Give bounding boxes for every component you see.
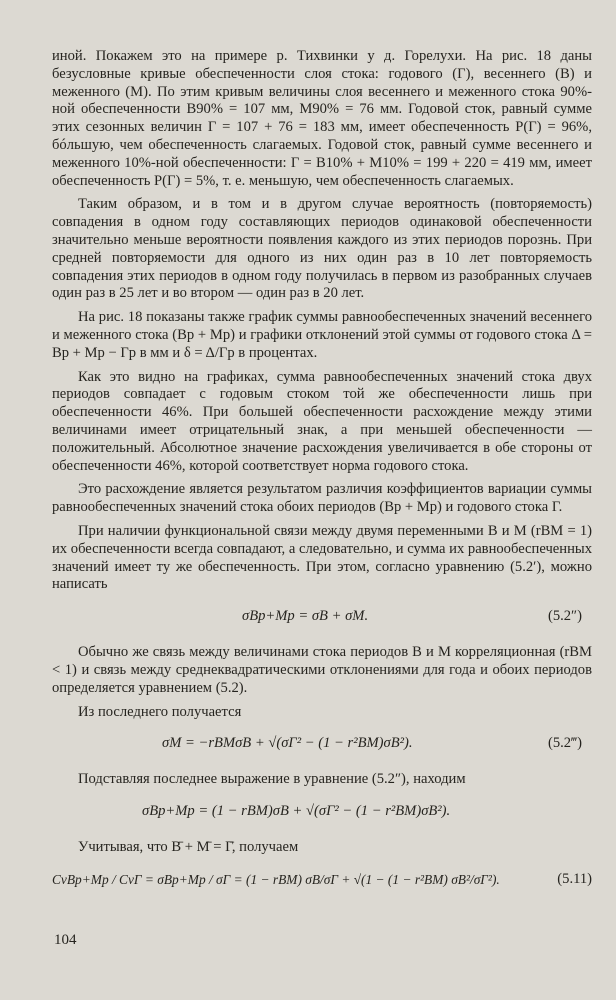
- formula-expression: σВp+Мp = σВ + σМ.: [242, 608, 369, 625]
- formula-expression: CvВp+Мp / CvГ = σВp+Мp / σГ = (1 − rВМ) σВ/σГ + √(1 − (1 − r²ВМ) σВ²/σГ²).: [52, 871, 500, 887]
- paragraph-7: Обычно же связь между величинами стока периодов В и М корреляционная (rВМ < 1) и связь между среднеквадратическими отклонениями для года и обоих периодов определяется уравнением (5.2).: [52, 644, 592, 696]
- paragraph-8: Из последнего получается: [78, 703, 242, 720]
- paragraph-5: Это расхождение является результатом различия коэффициентов вариации суммы равнообеспеченных значений стока обоих периодов (Вp + Мp) и годового стока Г.: [52, 481, 592, 516]
- formula-number: (5.2″): [547, 608, 582, 625]
- page-text: [52, 48, 592, 919]
- paragraph-3: На рис. 18 показаны также график суммы равнообеспеченных значений весеннего и меженного стока (Вp + Мp) и графики отклонений этой суммы от годового стока Δ = Вp + Мp − Гp в мм и δ = Δ/Гp в процентах.: [52, 309, 592, 361]
- formula-number: (5.2‴): [547, 735, 582, 752]
- formula-5-2-double-prime: [52, 602, 592, 634]
- formula-5-2-triple-prime: [52, 729, 592, 761]
- paragraph-10: Учитывая, что В̄ + М̄ = Г̄, получаем: [78, 839, 299, 856]
- paragraph-2: Таким образом, и в том и в другом случае вероятность (повторяемость) совпадения в одном году составляющих периодов одинаковой обеспеченности значительно меньше вероятности появления каждого из этих периодов порознь. При средней повторяемости для одного из них один раз в 10 лет повторяемость совпадения этих периодов в одном году получилась в первом из разобранных случаев один раз в 25 лет и во втором — один раз в 20 лет.: [52, 196, 592, 302]
- paragraph-9: Подставляя последнее выражение в уравнение (5.2″), находим: [78, 771, 466, 788]
- formula-expression: σВp+Мp = (1 − rВМ)σВ + √(σГ² − (1 − r²ВМ)σВ²).: [142, 803, 451, 820]
- paragraph-1: иной. Покажем это на примере р. Тихвинки у д. Горелухи. На рис. 18 даны безусловные кривые обеспеченности слоя стока: годового (Г), весеннего (В) и меженного (М). По этим кривым величины слоя весеннего и меженного стока 90%-ной обеспеченности В90% = 107 мм, М90% = 76 мм. Годовой сток, равный сумме этих сезонных величин Г = 107 + 76 = 183 мм, имеет обеспеченность P(Г) = 96%, бóльшую, чем обеспеченность слагаемых. Годовой сток, равный сумме весеннего и меженного 10%-ной обеспеченности: Г = В10% + М10% = 199 + 220 = 419 мм, имеет обеспеченность P(Г) = 5%, т. е. меньшую, чем обеспеченность слагаемых.: [52, 48, 592, 189]
- formula-5-11: [52, 865, 592, 909]
- page-number: 104: [54, 932, 77, 948]
- paragraph-6: При наличии функциональной связи между двумя переменными В и М (rВМ = 1) их обеспеченности всегда совпадают, а следовательно, и сумма их равнообеспеченных значений имеет ту же обеспеченность. При этом, согласно уравнению (5.2′), можно написать: [52, 522, 592, 593]
- formula-number: (5.11): [557, 870, 592, 887]
- formula-sigma-sum: [52, 797, 592, 829]
- formula-expression: σМ = −rВМσВ + √(σГ² − (1 − r²ВМ)σВ²).: [162, 735, 413, 752]
- paragraph-4: Как это видно на графиках, сумма равнообеспеченных значений стока двух периодов совпадает с годовым стоком той же обеспеченности лишь при обеспеченности 46%. При большей обеспеченности расхождение между этими величинами имеет отрицательный знак, а при меньшей обеспеченности — положительный. Абсолютное значение расхождения увеличивается в обе стороны от обеспеченности 46%, которой соответствует норма годового стока.: [52, 368, 592, 474]
